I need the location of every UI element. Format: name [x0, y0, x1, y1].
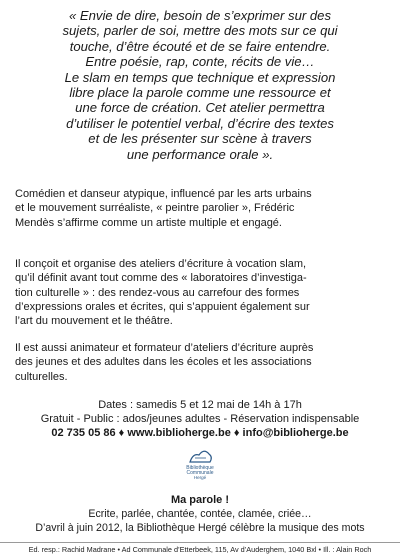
- library-logo-icon: [176, 442, 224, 482]
- paragraph-line: l’art du mouvement et le théâtre.: [15, 315, 173, 328]
- quote-line: Entre poésie, rap, conte, récits de vie…: [85, 54, 315, 70]
- event-details: Gratuit - Public : ados/jeunes adultes - Réservation indispensable: [40, 413, 360, 426]
- quote-line: libre place la parole comme une ressource et: [69, 85, 331, 101]
- paragraph-line: tion culturelle » : des rendez-vous au carrefour des formes: [15, 286, 300, 299]
- quote-line: et de les présenter sur scène à travers: [88, 131, 312, 147]
- event-subtitle-line: Ecrite, parlée, chantée, contée, clamée, criée…: [88, 508, 312, 520]
- paragraph-line: Mendès s’affirme comme un artiste multiple et engagé.: [15, 216, 282, 229]
- contact-line: 02 735 05 86 ♦ www.biblioherge.be ♦ info@biblioherge.be: [51, 427, 349, 440]
- event-info: [0, 398, 400, 441]
- quote-line: « Envie de dire, besoin de s’exprimer sur des: [68, 8, 331, 23]
- quote-line: une performance orale ».: [126, 146, 274, 162]
- trainer-paragraph: [15, 341, 389, 384]
- publisher-footer: Ed. resp.: Rachid Madrane • Ad Communale d’Etterbeek, 115, Av d’Auderghem, 1040 Bxl • Ill. : Alain Roch: [28, 545, 372, 554]
- bio-paragraph: [15, 187, 389, 230]
- paragraph-line: Il conçoit et organise des ateliers d’écriture à vocation slam,: [15, 258, 307, 270]
- event-title: Ma parole !: [170, 494, 230, 506]
- quote-line: touche, d’être écouté et de se faire entendre.: [69, 38, 331, 54]
- paragraph-line: des jeunes et des adultes dans les écoles et les associations: [15, 356, 312, 369]
- paragraph-line: Comédien et danseur atypique, influencé par les arts urbains: [15, 188, 312, 200]
- paragraph-line: qu’il définit avant tout comme des « laboratoires d’investiga-: [15, 272, 307, 285]
- quote-line: d’utiliser le potentiel verbal, d’écrire des textes: [66, 115, 334, 131]
- workshop-paragraph: [15, 257, 389, 328]
- paragraph-line: et le mouvement surréaliste, « peintre parolier », Frédéric: [15, 202, 295, 215]
- logo-text-line: Hergé: [193, 475, 207, 480]
- paragraph-line: Il est aussi animateur et formateur d’ateliers d’écriture auprès: [15, 342, 314, 354]
- logo-text-line: Communale: [186, 470, 214, 476]
- footer-divider: [0, 542, 400, 543]
- event-dates: Dates : samedis 5 et 12 mai de 14h à 17h: [98, 399, 302, 411]
- logo-text-line: Bibliothèque: [186, 465, 214, 471]
- quote-line: sujets, parler de soi, mettre des mots sur ce qui: [62, 23, 338, 39]
- quote-line: Le slam en temps que technique et expression: [64, 69, 336, 85]
- paragraph-line: d’expressions orales et écrites, qui s’appuient également sur: [15, 300, 310, 313]
- paragraph-line: culturelles.: [15, 370, 68, 383]
- quote-line: une force de création. Cet atelier permettra: [75, 100, 325, 116]
- event-subtitle: [0, 508, 400, 535]
- slam-quote: [20, 8, 380, 162]
- event-subtitle-line: D’avril à juin 2012, la Bibliothèque Hergé célèbre la musique des mots: [35, 521, 365, 534]
